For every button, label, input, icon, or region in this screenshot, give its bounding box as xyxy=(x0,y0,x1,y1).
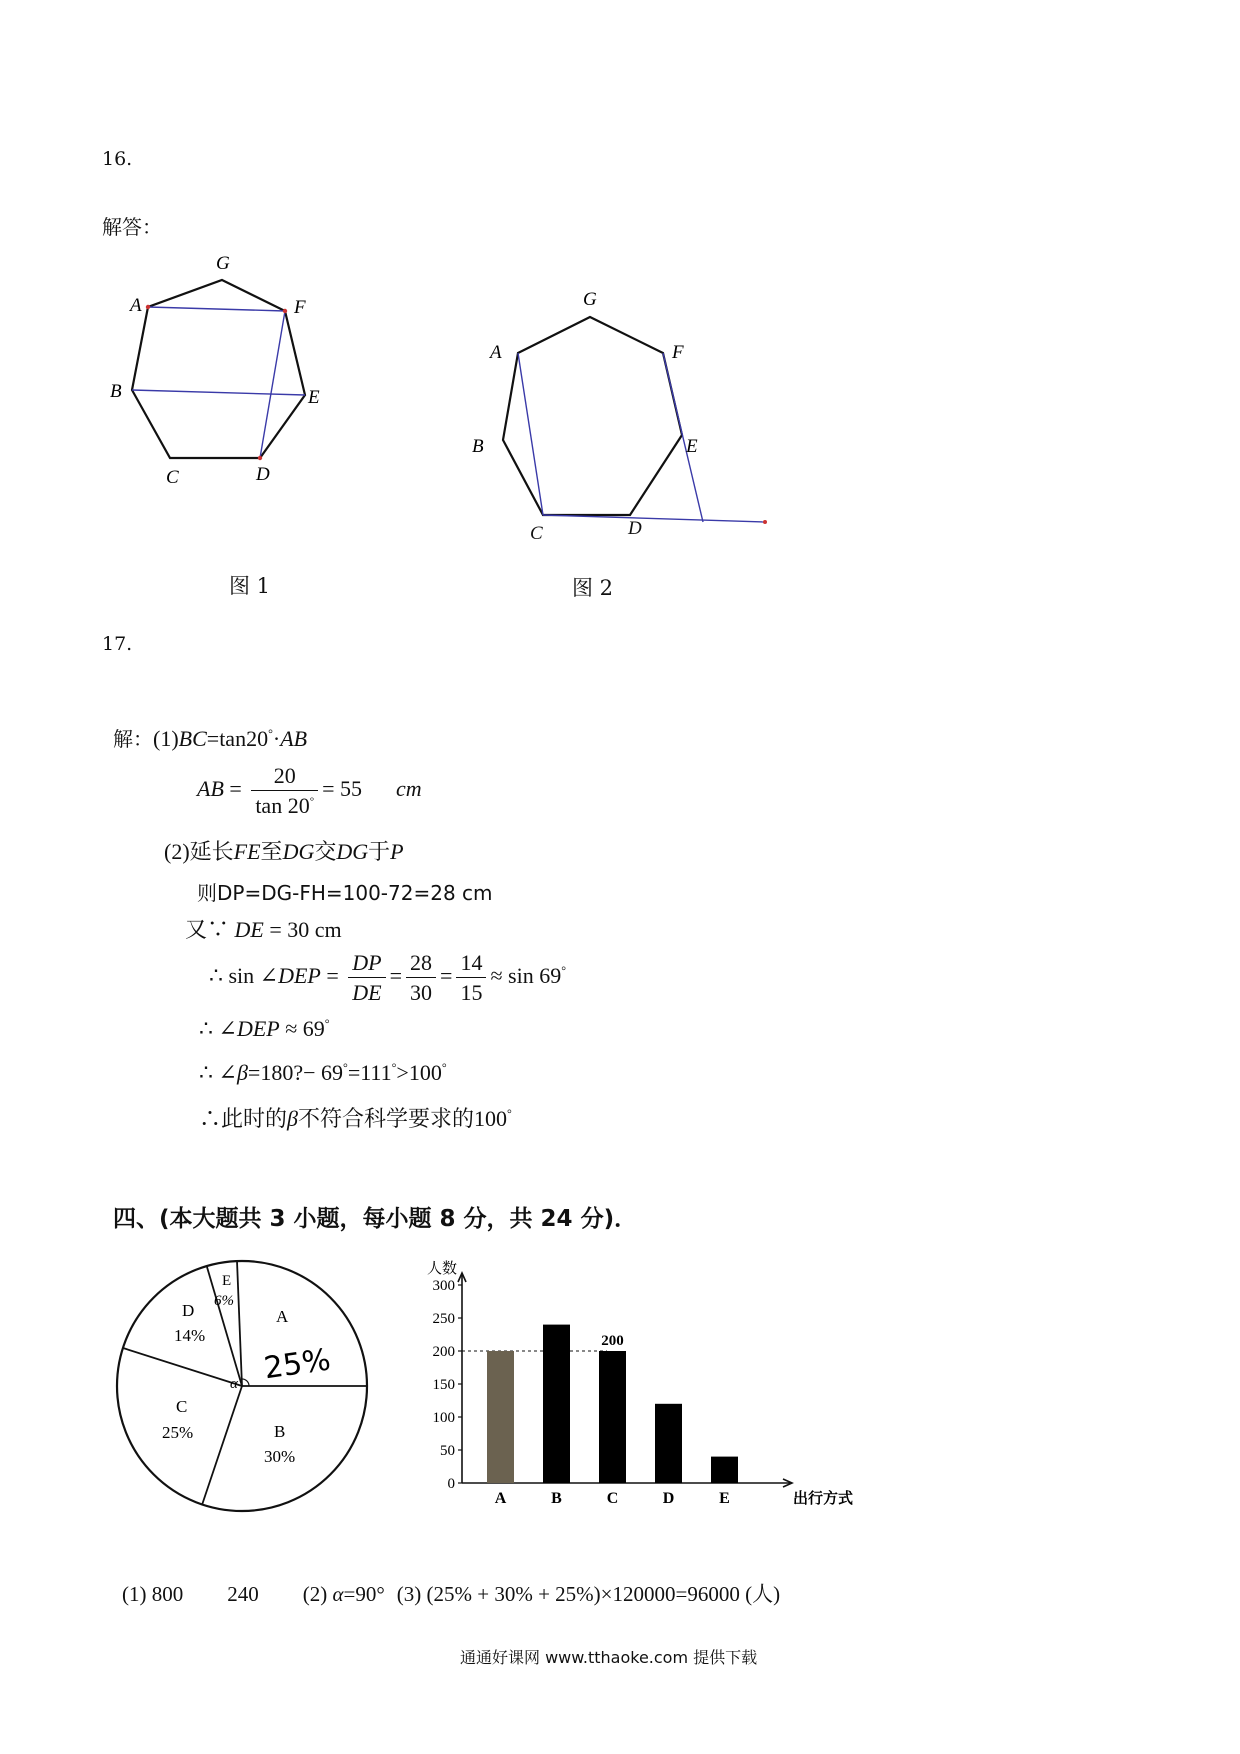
vertex-label-A: A xyxy=(490,342,502,363)
answer-part-3: (3) (25% + 30% + 25%)×120000=96000 (人) xyxy=(396,1582,781,1606)
q16-answer-label: 解答： xyxy=(102,215,162,239)
q17-ab: AB xyxy=(280,726,308,751)
bar-annotation: 200 xyxy=(601,1333,624,1349)
pie-pct-E: 6% xyxy=(214,1293,234,1309)
vertex-label-F: F xyxy=(672,342,684,363)
q17-fraction-28-30 xyxy=(406,950,436,1006)
q17-part2-d: 于 xyxy=(368,839,391,864)
q17-dep: DEP xyxy=(278,962,321,988)
x-category-label: A xyxy=(494,1490,507,1507)
q17-line-6: ∴ sin ∠DEP = $\frac{DP}{DE}$ = $\frac{28}{30}$ = $\frac{14}{15}$ ≈ sin 69° xyxy=(209,950,567,1006)
answer-alpha: α xyxy=(332,1582,344,1606)
vertex-label-B: B xyxy=(472,436,484,457)
q17-bc: BC xyxy=(178,726,207,751)
segment-BE xyxy=(132,390,305,395)
vertex-label-C: C xyxy=(166,467,179,488)
answer-part-2-label: (2) xyxy=(302,1582,333,1606)
q17-part2-b: 至 xyxy=(260,839,283,864)
q17-result-55: = 55 xyxy=(322,775,363,801)
y-tick-label: 200 xyxy=(432,1344,455,1360)
vertex-label-E: E xyxy=(686,436,698,457)
pie-label-A: A xyxy=(276,1307,289,1326)
pie-label-C: C xyxy=(176,1397,188,1416)
degree-sign: ° xyxy=(391,1060,397,1075)
q17-part1-label: (1) xyxy=(153,726,179,751)
q17-beta-calc-b: =111 xyxy=(347,1060,392,1085)
point-D xyxy=(258,456,262,460)
segment-CD-extended xyxy=(543,515,765,522)
pie-pct-B: 30% xyxy=(264,1447,296,1466)
page-footer: 通通好课网 www.tthaoke.com 提供下载 xyxy=(460,1648,758,1667)
q17-part2-c: 交 xyxy=(314,839,337,864)
q17-dot: · xyxy=(272,726,281,751)
q17-therefore2: ∴ ∠ xyxy=(199,1060,237,1085)
vertex-label-A: A xyxy=(130,295,142,316)
q17-line-9 xyxy=(199,1102,512,1133)
q17-line-2 xyxy=(197,763,422,819)
q17-beta: β xyxy=(236,1060,248,1085)
q17-line-3 xyxy=(164,835,404,866)
bar-chart xyxy=(415,1255,854,1525)
heptagon-figure-1 xyxy=(100,250,360,488)
vertex-label-B: B xyxy=(110,381,122,402)
answer-part-2: =90° xyxy=(343,1582,385,1606)
section-4-answer xyxy=(122,1578,780,1608)
degree-sign: ° xyxy=(343,1060,348,1075)
y-axis-title: 人数 xyxy=(426,1261,458,1277)
q17-eq2: = xyxy=(320,962,345,988)
y-tick-label: 50 xyxy=(440,1443,455,1459)
vertex-label-E: E xyxy=(308,387,320,408)
y-tick-label: 0 xyxy=(447,1476,455,1492)
fraction-numerator: DP xyxy=(348,950,385,978)
fraction-numerator: 28 xyxy=(406,950,436,978)
q17-fraction-dp-de xyxy=(348,950,385,1006)
q17-conclusion-b: 不符合科学要求的100 xyxy=(297,1106,507,1131)
pie-pct-C: 25% xyxy=(162,1423,194,1442)
q17-conclusion-a: ∴此时的 xyxy=(199,1106,288,1131)
degree-sign: ° xyxy=(268,726,273,741)
q17-dep2: DEP xyxy=(236,1016,280,1041)
heptagon-figure-2 xyxy=(460,280,780,520)
q17-fraction-14-15 xyxy=(456,950,486,1006)
q17-part2-a: (2)延长 xyxy=(164,839,234,864)
pie-chart xyxy=(112,1256,372,1516)
vertex-label-C: C xyxy=(530,523,543,544)
pie-pct-A-handwritten: 25% xyxy=(261,1342,333,1387)
fraction-denominator: tan 20 xyxy=(255,793,310,819)
q17-number: 17. xyxy=(102,633,133,655)
y-tick-label: 250 xyxy=(432,1311,455,1327)
point-F xyxy=(283,309,287,313)
x-category-label: B xyxy=(551,1490,562,1507)
q16-number: 16. xyxy=(102,148,133,170)
fraction-numerator: 14 xyxy=(456,950,486,978)
fraction-denominator: DE xyxy=(352,980,382,1006)
answer-part-1-b: 240 xyxy=(227,1582,259,1606)
fraction-numerator: 20 xyxy=(251,763,318,791)
q17-unit-cm: cm xyxy=(396,775,422,801)
vertex-label-G: G xyxy=(583,289,597,310)
figure-2-caption: 图 2 xyxy=(572,576,614,600)
q17-approx-69: ≈ 69 xyxy=(279,1016,325,1041)
answer-part-1: (1) 800 xyxy=(122,1582,184,1606)
q17-de-value: = 30 cm xyxy=(263,917,342,942)
q17-therefore: ∴ ∠ xyxy=(199,1016,237,1041)
q17-fraction-ab xyxy=(251,763,318,819)
pie-label-B: B xyxy=(274,1422,286,1441)
q17-fe: FE xyxy=(233,839,261,864)
vertex-label-G: G xyxy=(216,253,230,274)
q17-line-1 xyxy=(113,723,307,752)
q17-ab-lhs: AB xyxy=(197,775,224,801)
pie-pct-D: 14% xyxy=(174,1326,206,1345)
q17-tan-expr: =tan20 xyxy=(206,726,269,751)
vertex-label-F: F xyxy=(294,297,306,318)
point-A xyxy=(146,305,150,309)
bar-C xyxy=(599,1351,626,1483)
figure-1-caption: 图 1 xyxy=(229,574,271,598)
q17-beta2: β xyxy=(287,1106,298,1131)
q17-de: DE xyxy=(234,917,264,942)
vertex-label-D: D xyxy=(628,518,642,539)
degree-sign: ° xyxy=(561,963,567,978)
q17-because: 又∵ xyxy=(185,917,235,942)
q17-line-4: 则DP=DG-FH=100-72=28 cm xyxy=(197,881,493,905)
q17-p: P xyxy=(390,839,404,864)
q17-line-7 xyxy=(199,1016,330,1042)
point-extension xyxy=(763,520,767,524)
x-category-label: E xyxy=(719,1490,730,1507)
fraction-denominator: 30 xyxy=(410,980,433,1006)
degree-sign: ° xyxy=(309,795,315,808)
q17-line-8 xyxy=(199,1060,447,1086)
q17-eq: = xyxy=(223,775,248,801)
y-tick-label: 100 xyxy=(432,1410,455,1426)
x-axis-title: 出行方式 xyxy=(793,1491,854,1507)
bar-E xyxy=(711,1457,738,1483)
pie-label-D: D xyxy=(182,1301,195,1320)
degree-sign: ° xyxy=(441,1060,447,1075)
y-tick-label: 150 xyxy=(432,1377,455,1393)
q17-line-5 xyxy=(185,913,342,944)
fraction-denominator: 15 xyxy=(460,980,483,1006)
segment-AF xyxy=(148,307,285,311)
degree-sign: ° xyxy=(324,1016,330,1031)
q17-beta-calc-a: =180?− 69 xyxy=(247,1060,343,1085)
q17-sin: ∴ sin ∠ xyxy=(209,962,279,988)
x-category-label: D xyxy=(662,1490,675,1507)
degree-sign: ° xyxy=(507,1106,512,1121)
vertex-label-D: D xyxy=(256,464,270,485)
bar-B xyxy=(543,1325,570,1483)
q17-dg1: DG xyxy=(282,839,315,864)
q17-dg2: DG xyxy=(336,839,369,864)
heptagon-outline-2 xyxy=(503,317,682,515)
x-category-label: C xyxy=(606,1490,619,1507)
segment-FD xyxy=(260,311,285,458)
bar-D xyxy=(655,1404,682,1483)
bar-A xyxy=(487,1351,514,1483)
y-tick-label: 300 xyxy=(432,1278,455,1294)
q17-beta-calc-c: >100 xyxy=(396,1060,442,1085)
pie-label-E: E xyxy=(222,1273,232,1289)
q17-approx-sin69: ≈ sin 69 xyxy=(490,962,562,988)
section-4-heading: 四、(本大题共 3 小题，每小题 8 分，共 24 分)． xyxy=(113,1206,638,1232)
q17-lead: 解： xyxy=(113,727,153,751)
alpha-label: α xyxy=(230,1376,238,1392)
